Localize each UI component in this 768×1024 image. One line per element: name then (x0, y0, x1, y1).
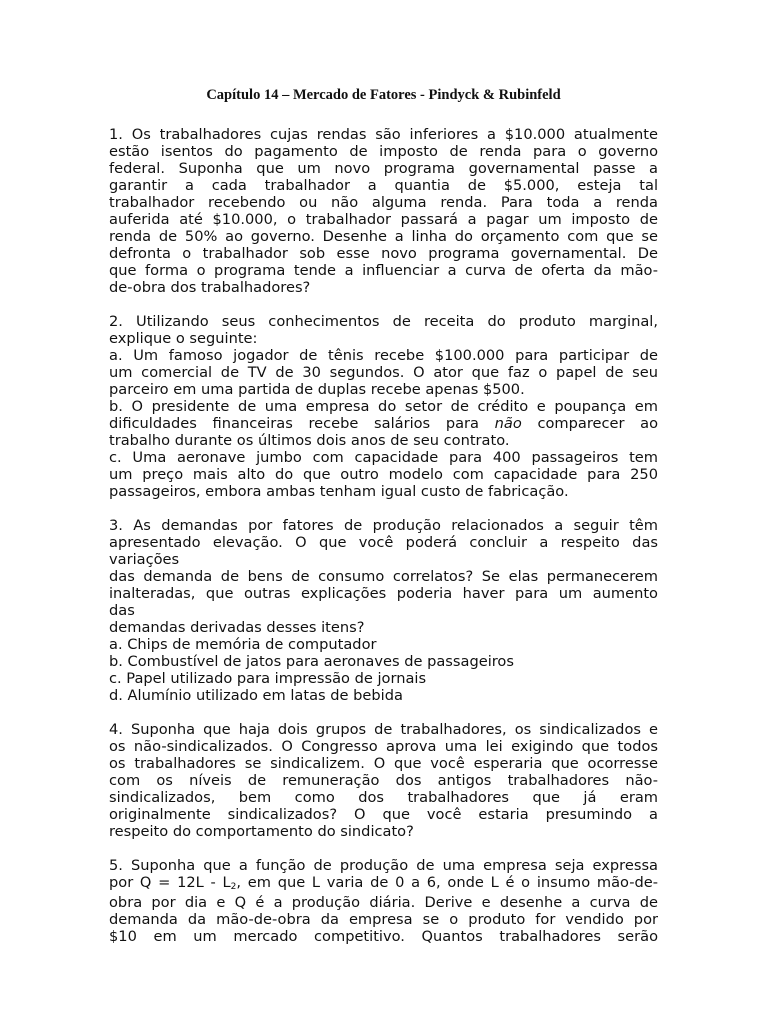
text-line: um preço mais alto do que outro modelo com capacidade para 250 (109, 466, 658, 483)
text-line: trabalho durante os últimos dois anos de seu contrato. (109, 432, 510, 449)
text-line: c. Uma aeronave jumbo com capacidade para 400 passageiros tem (109, 449, 658, 466)
text-line: parceiro em uma partida de duplas recebe apenas $500. (109, 381, 525, 398)
document-page (109, 80, 658, 962)
text-line: b. O presidente de uma empresa do setor de crédito e poupança em (109, 398, 658, 415)
text-segment: comparecer ao (537, 415, 659, 432)
question-1 (109, 126, 658, 296)
text-line: explique o seguinte: (109, 330, 258, 347)
text-line: 4. Suponha que haja dois grupos de trabalhadores, os sindicalizados e (109, 721, 658, 738)
text-line: originalmente sindicalizados? O que você estaria presumindo a (109, 806, 658, 823)
list-item: c. Papel utilizado para impressão de jornais (109, 670, 427, 687)
text-line-with-italic (109, 415, 658, 432)
text-segment: por Q = 12L - L (109, 874, 231, 891)
text-line: apresentado elevação. O que você poderá concluir a respeito das (109, 534, 658, 551)
list-item: a. Chips de memória de computador (109, 636, 377, 653)
text-line: respeito do comportamento do sindicato? (109, 823, 414, 840)
text-line: 3. As demandas por fatores de produção relacionados a seguir têm (109, 517, 658, 534)
text-line: que forma o programa tende a influenciar a curva de oferta da mão- (109, 262, 658, 279)
text-line: um comercial de TV de 30 segundos. O ator que faz o papel de seu (109, 364, 658, 381)
text-line: defronta o trabalhador sob esse novo programa governamental. De (109, 245, 658, 262)
page-title: Capítulo 14 – Mercado de Fatores - Pindyck & Rubinfeld (206, 87, 561, 103)
text-line: com os níveis de remuneração dos antigos trabalhadores não- (109, 772, 658, 789)
text-line: inalteradas, que outras explicações poderia haver para um aumento (109, 585, 658, 602)
list-item: d. Alumínio utilizado em latas de bebida (109, 687, 403, 704)
text-line: obra por dia e Q é a produção diária. Derive e desenhe a curva de (109, 894, 658, 911)
list-item: b. Combustível de jatos para aeronaves de passageiros (109, 653, 514, 670)
text-line: 1. Os trabalhadores cujas rendas são inferiores a $10.000 atualmente (109, 126, 658, 143)
subscript-2: 2 (230, 882, 237, 892)
question-4 (109, 721, 658, 840)
text-line: demanda da mão-de-obra da empresa se o produto for vendido por (109, 911, 658, 928)
text-line: estão isentos do pagamento de imposto de renda para o governo (109, 143, 658, 160)
text-line: federal. Suponha que um novo programa governamental passe a (109, 160, 658, 177)
text-line: passageiros, embora ambas tenham igual custo de fabricação. (109, 483, 569, 500)
text-line: auferida até $10.000, o trabalhador passará a pagar um imposto de (109, 211, 658, 228)
question-3 (109, 517, 658, 704)
text-line: os não-sindicalizados. O Congresso aprova uma lei exigindo que todos (109, 738, 658, 755)
text-line: renda de 50% ao governo. Desenhe a linha do orçamento com que se (109, 228, 658, 245)
text-line: variações (109, 551, 180, 568)
italic-word: não (494, 415, 522, 432)
text-line: demandas derivadas desses itens? (109, 619, 365, 636)
text-line: a. Um famoso jogador de tênis recebe $100.000 para participar de (109, 347, 658, 364)
text-line: os trabalhadores se sindicalizem. O que você esperaria que ocorresse (109, 755, 658, 772)
text-line: 2. Utilizando seus conhecimentos de receita do produto marginal, (109, 313, 658, 330)
text-line: sindicalizados, bem como dos trabalhadores que já eram (109, 789, 658, 806)
question-5 (109, 857, 658, 945)
text-line: de-obra dos trabalhadores? (109, 279, 311, 296)
text-line: $10 em um mercado competitivo. Quantos trabalhadores serão (109, 928, 658, 945)
text-line: das (109, 602, 135, 619)
text-line: 5. Suponha que a função de produção de uma empresa seja expressa (109, 857, 658, 874)
text-line: trabalhador recebendo ou não alguma renda. Para toda a renda (109, 194, 658, 211)
text-segment: , em que L varia de 0 a 6, onde L é o insumo mão-de- (236, 874, 658, 891)
text-segment: dificuldades financeiras recebe salários para (109, 415, 479, 432)
text-line: garantir a cada trabalhador a quantia de $5.000, esteja tal (109, 177, 658, 194)
question-2 (109, 313, 658, 500)
text-line-with-subscript (109, 874, 658, 894)
text-line: das demanda de bens de consumo correlatos? Se elas permanecerem (109, 568, 658, 585)
